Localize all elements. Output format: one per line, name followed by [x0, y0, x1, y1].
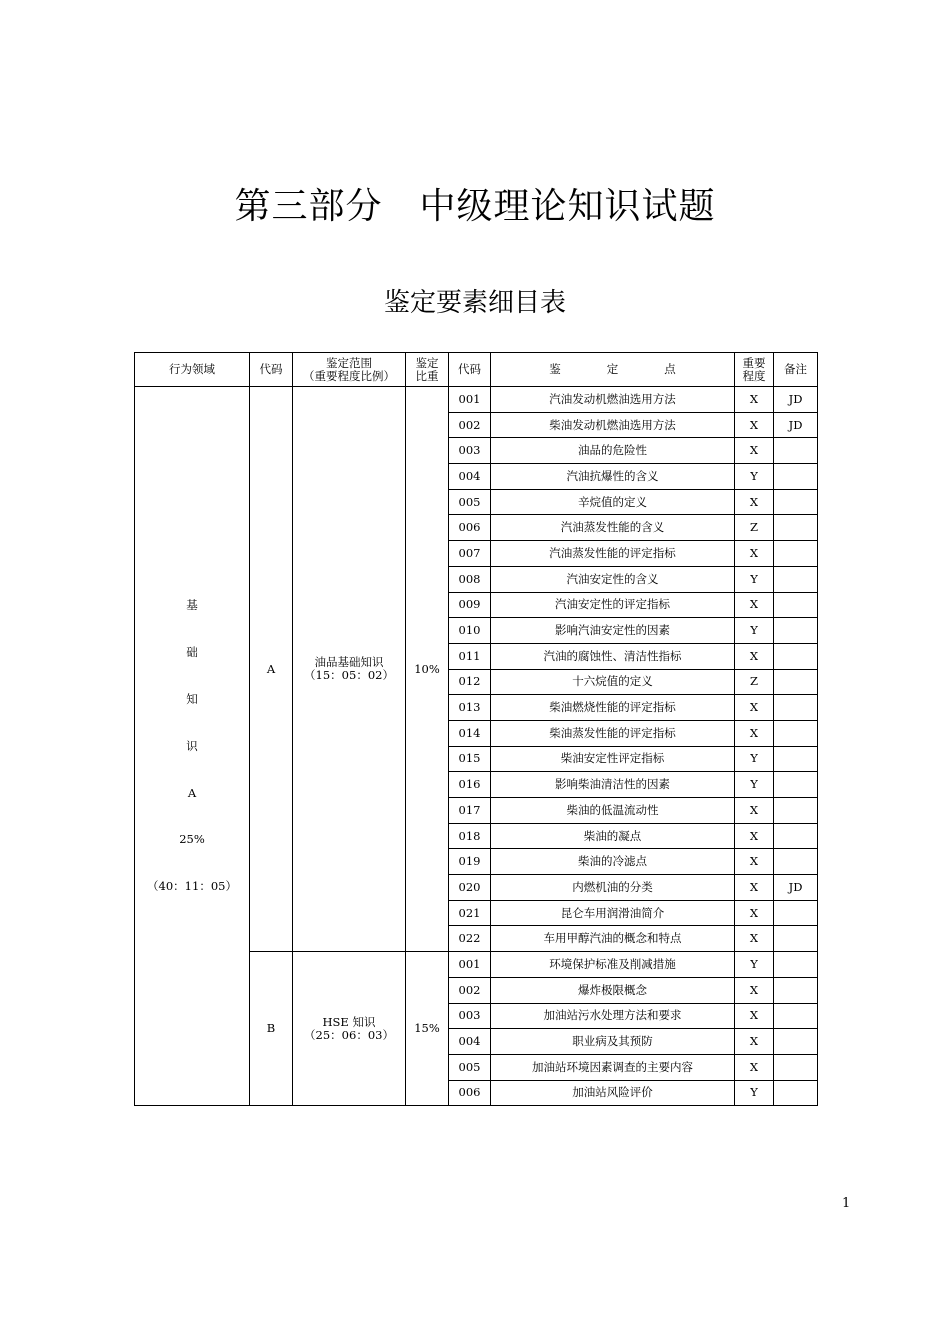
- group-scope: [293, 387, 406, 952]
- point-remark: JD: [774, 412, 818, 438]
- point-remark: [774, 592, 818, 618]
- header-domain: 行为领域: [135, 353, 250, 387]
- header-remark: 备注: [774, 353, 818, 387]
- group-scope-ratio: （25：06：03）: [304, 1027, 394, 1042]
- header-weight-line1: 鉴定: [415, 355, 439, 370]
- point-remark: JD: [774, 387, 818, 413]
- point-text: 十六烷值的定义: [491, 669, 735, 695]
- point-level: X: [735, 798, 774, 824]
- point-text: 职业病及其预防: [491, 1029, 735, 1055]
- table-title: 鉴定要素细目表: [383, 288, 566, 318]
- point-code: 018: [449, 823, 491, 849]
- point-level: X: [735, 541, 774, 567]
- point-text: 影响柴油清洁性的因素: [491, 772, 735, 798]
- point-remark: [774, 489, 818, 515]
- point-code: 002: [449, 977, 491, 1003]
- header-importance-line1: 重要: [742, 355, 766, 370]
- point-remark: [774, 541, 818, 567]
- point-level: Y: [735, 464, 774, 490]
- point-remark: [774, 515, 818, 541]
- point-code: 004: [449, 1029, 491, 1055]
- point-remark: [774, 566, 818, 592]
- point-remark: [774, 695, 818, 721]
- point-remark: [774, 772, 818, 798]
- point-code: 019: [449, 849, 491, 875]
- point-code: 006: [449, 1080, 491, 1106]
- point-remark: [774, 952, 818, 978]
- domain-line: 础: [186, 645, 198, 660]
- domain-cell: [135, 387, 250, 1106]
- group-code: A: [250, 387, 293, 952]
- point-text: 汽油蒸发性能的评定指标: [491, 541, 735, 567]
- point-text: 柴油的凝点: [491, 823, 735, 849]
- point-text: 柴油蒸发性能的评定指标: [491, 720, 735, 746]
- point-code: 022: [449, 926, 491, 952]
- point-remark: [774, 977, 818, 1003]
- point-text: 辛烷值的定义: [491, 489, 735, 515]
- point-remark: [774, 618, 818, 644]
- point-code: 007: [449, 541, 491, 567]
- point-text: 汽油安定性的评定指标: [491, 592, 735, 618]
- group-scope-name: 油品基础知识: [314, 655, 384, 670]
- point-code: 003: [449, 1003, 491, 1029]
- domain-line: 识: [186, 738, 198, 753]
- header-scope: [293, 353, 406, 387]
- point-level: Z: [735, 669, 774, 695]
- point-code: 005: [449, 489, 491, 515]
- domain-line: 知: [186, 691, 198, 706]
- point-level: Y: [735, 952, 774, 978]
- point-code: 016: [449, 772, 491, 798]
- point-level: Y: [735, 772, 774, 798]
- point-level: X: [735, 387, 774, 413]
- point-text: 加油站环境因素调查的主要内容: [491, 1054, 735, 1080]
- point-remark: [774, 798, 818, 824]
- point-remark: [774, 438, 818, 464]
- point-code: 009: [449, 592, 491, 618]
- point-remark: [774, 464, 818, 490]
- domain-line: 25%: [179, 832, 205, 847]
- point-level: X: [735, 875, 774, 901]
- assessment-elements-table: [134, 352, 818, 1106]
- header-importance-line2: 程度: [742, 368, 766, 383]
- point-remark: [774, 900, 818, 926]
- point-text: 柴油安定性评定指标: [491, 746, 735, 772]
- point-remark: [774, 1080, 818, 1106]
- point-text: 柴油燃烧性能的评定指标: [491, 695, 735, 721]
- point-remark: [774, 643, 818, 669]
- point-remark: [774, 1029, 818, 1055]
- table-body: [135, 387, 818, 1106]
- header-importance: [735, 353, 774, 387]
- point-level: X: [735, 412, 774, 438]
- point-text: 汽油抗爆性的含义: [491, 464, 735, 490]
- point-level: X: [735, 489, 774, 515]
- point-text: 影响汽油安定性的因素: [491, 618, 735, 644]
- group-weight: 15%: [406, 952, 449, 1106]
- header-scope-line1: 鉴定范围: [326, 355, 372, 370]
- point-text: 汽油蒸发性能的含义: [491, 515, 735, 541]
- point-text: 加油站污水处理方法和要求: [491, 1003, 735, 1029]
- point-code: 005: [449, 1054, 491, 1080]
- point-remark: [774, 849, 818, 875]
- point-text: 内燃机油的分类: [491, 875, 735, 901]
- point-remark: JD: [774, 875, 818, 901]
- page-title: 第三部分 中级理论知识试题: [234, 186, 716, 227]
- point-remark: [774, 720, 818, 746]
- group-code: B: [250, 952, 293, 1106]
- point-code: 008: [449, 566, 491, 592]
- point-code: 004: [449, 464, 491, 490]
- header-code: 代码: [250, 353, 293, 387]
- header-point: 鉴 定 点: [491, 353, 735, 387]
- point-code: 001: [449, 387, 491, 413]
- point-text: 汽油安定性的含义: [491, 566, 735, 592]
- header-weight: [406, 353, 449, 387]
- point-code: 015: [449, 746, 491, 772]
- group-scope-name: HSE 知识: [322, 1014, 376, 1029]
- point-level: X: [735, 849, 774, 875]
- point-code: 013: [449, 695, 491, 721]
- domain-line: A: [187, 785, 197, 800]
- point-level: Y: [735, 746, 774, 772]
- point-text: 柴油发动机燃油选用方法: [491, 412, 735, 438]
- point-level: Y: [735, 566, 774, 592]
- point-level: X: [735, 1054, 774, 1080]
- group-scope-ratio: （15：05：02）: [304, 668, 394, 683]
- point-code: 001: [449, 952, 491, 978]
- point-text: 柴油的冷滤点: [491, 849, 735, 875]
- point-text: 爆炸极限概念: [491, 977, 735, 1003]
- point-code: 011: [449, 643, 491, 669]
- point-text: 油品的危险性: [491, 438, 735, 464]
- point-level: X: [735, 643, 774, 669]
- point-remark: [774, 1054, 818, 1080]
- point-level: X: [735, 1003, 774, 1029]
- point-level: X: [735, 1029, 774, 1055]
- point-code: 006: [449, 515, 491, 541]
- point-text: 柴油的低温流动性: [491, 798, 735, 824]
- domain-line: 基: [186, 598, 198, 613]
- point-level: X: [735, 720, 774, 746]
- point-text: 汽油的腐蚀性、清洁性指标: [491, 643, 735, 669]
- point-text: 环境保护标准及削减措施: [491, 952, 735, 978]
- table-header: [135, 353, 818, 387]
- group-weight: 10%: [406, 387, 449, 952]
- point-code: 012: [449, 669, 491, 695]
- point-level: X: [735, 900, 774, 926]
- point-level: X: [735, 438, 774, 464]
- point-code: 020: [449, 875, 491, 901]
- point-remark: [774, 1003, 818, 1029]
- point-remark: [774, 746, 818, 772]
- header-point-code: 代码: [449, 353, 491, 387]
- point-text: 昆仑车用润滑油简介: [491, 900, 735, 926]
- header-weight-line2: 比重: [415, 368, 439, 383]
- point-text: 车用甲醇汽油的概念和特点: [491, 926, 735, 952]
- point-code: 010: [449, 618, 491, 644]
- point-level: X: [735, 695, 774, 721]
- point-level: Y: [735, 618, 774, 644]
- point-level: X: [735, 926, 774, 952]
- point-code: 017: [449, 798, 491, 824]
- point-code: 014: [449, 720, 491, 746]
- point-level: X: [735, 823, 774, 849]
- point-text: 加油站风险评价: [491, 1080, 735, 1106]
- point-remark: [774, 669, 818, 695]
- header-scope-line2: （重要程度比例）: [303, 368, 395, 383]
- point-level: X: [735, 977, 774, 1003]
- point-text: 汽油发动机燃油选用方法: [491, 387, 735, 413]
- point-code: 003: [449, 438, 491, 464]
- point-level: Z: [735, 515, 774, 541]
- point-remark: [774, 926, 818, 952]
- point-code: 002: [449, 412, 491, 438]
- point-remark: [774, 823, 818, 849]
- point-level: X: [735, 592, 774, 618]
- table-row: [135, 387, 818, 413]
- domain-line: （40：11：05）: [147, 879, 237, 894]
- page-number: 1: [842, 1196, 851, 1211]
- group-scope: [293, 952, 406, 1106]
- point-level: Y: [735, 1080, 774, 1106]
- point-code: 021: [449, 900, 491, 926]
